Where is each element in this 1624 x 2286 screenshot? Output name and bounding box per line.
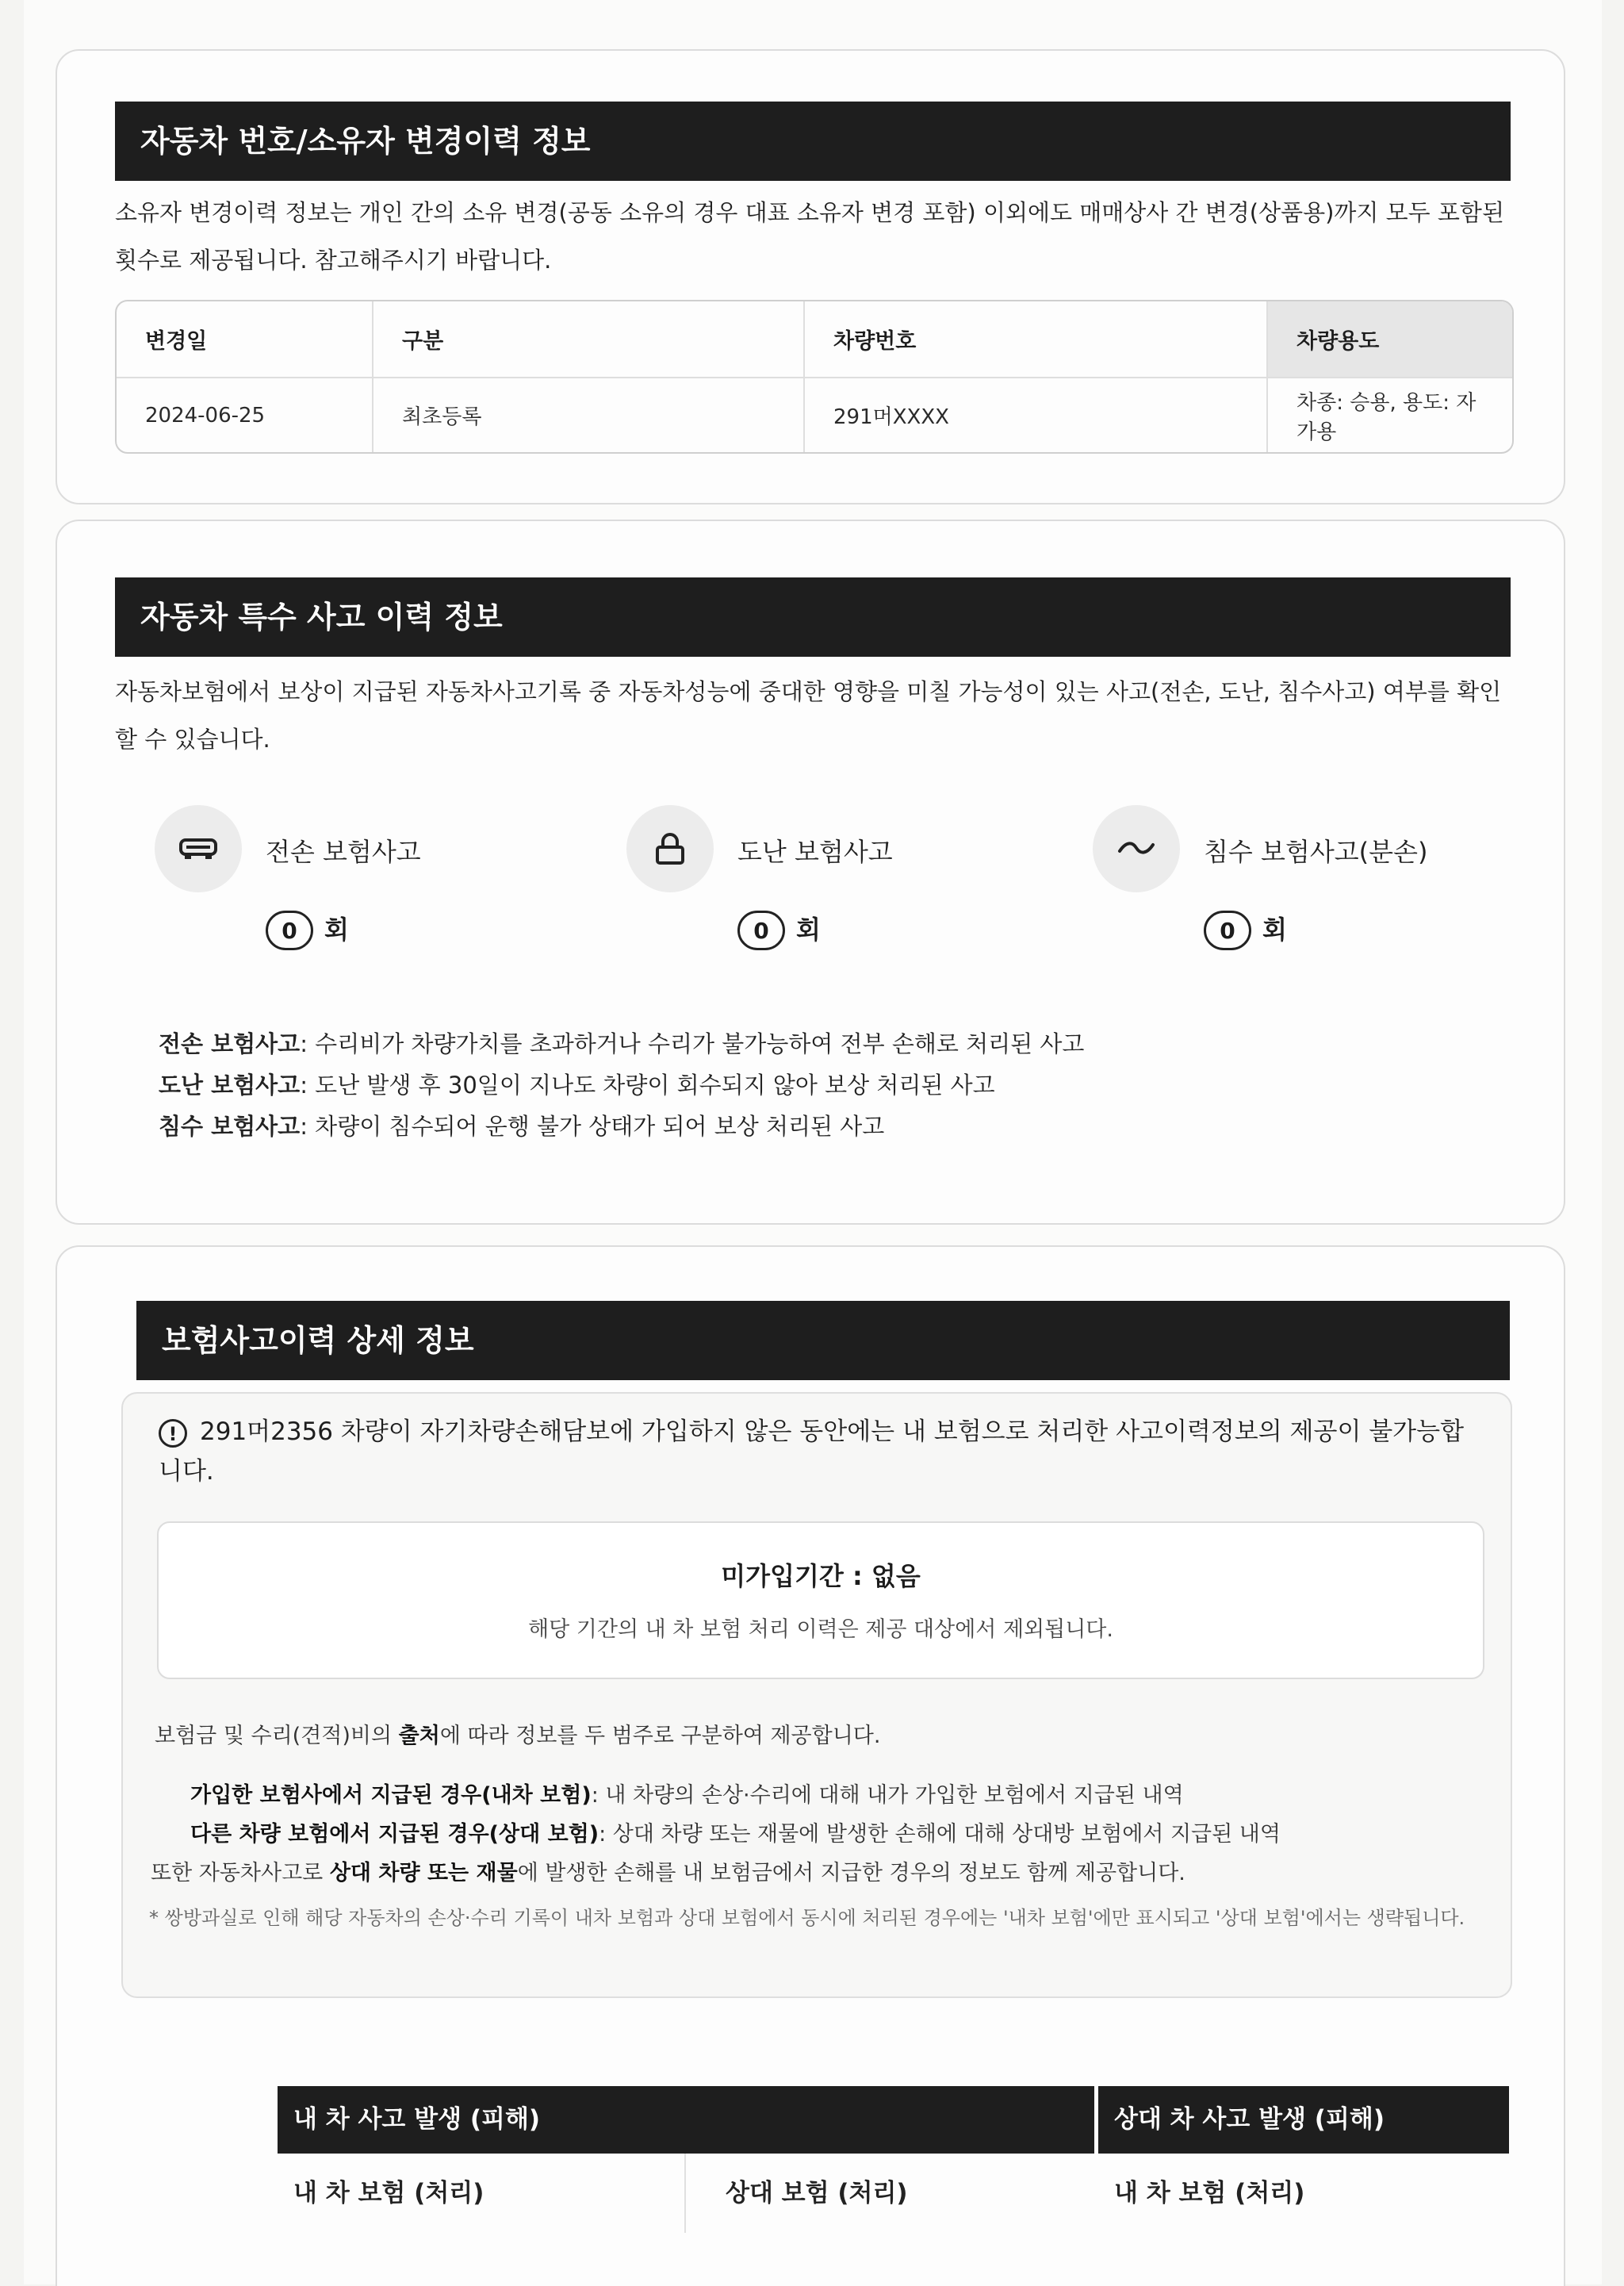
column-header-usage: 차량용도	[1267, 301, 1512, 378]
ownership-section-header: 자동차 번호/소유자 변경이력 정보	[115, 102, 1511, 181]
accident-definitions	[159, 1023, 1084, 1147]
definition-theft	[159, 1064, 1084, 1106]
fine-print: * 쌍방과실로 인해 해당 자동차의 손상·수리 기록이 내차 보험과 상대 보험에서 동시에 처리된 경우에는 '내차 보험'에만 표시되고 '상대 보험'에서는 생략됩니다.	[149, 1907, 1465, 1929]
theft-accident	[626, 805, 1071, 945]
accident-count	[266, 910, 349, 950]
notice-message	[159, 1412, 1475, 1491]
additional-text-end: 에 발생한 손해를 내 보험금에서 지급한 경우의 정보도 함께 제공합니다.	[517, 1861, 1185, 1885]
other-insurance-text: : 상대 차량 또는 재물에 발생한 손해에 대해 상대방 보험에서 지급된 내역	[599, 1822, 1281, 1847]
source-text: 보험금 및 수리(견적)비의	[155, 1724, 399, 1748]
flood-accident	[1093, 805, 1537, 945]
insurance-detail-section-header: 보험사고이력 상세 정보	[136, 1301, 1510, 1380]
notice-text: 291머2356 차량이 자기차량손해담보에 가입하지 않은 동안에는 내 보험으로 처리한 사고이력정보의 제공이 불가능합니다.	[159, 1417, 1465, 1486]
my-car-accident-header: 내 차 사고 발생 (피해)	[278, 2086, 1094, 2154]
total-loss-accident	[155, 805, 599, 945]
count-value: 0	[1204, 911, 1251, 950]
count-value: 0	[266, 911, 313, 950]
uninsured-period-note: 해당 기간의 내 차 보험 처리 이력은 제공 대상에서 제외됩니다.	[528, 1617, 1113, 1642]
definition-text: : 도난 발생 후 30일이 지나도 차량이 회수되지 않아 보상 처리된 사고	[300, 1072, 995, 1099]
count-unit: 회	[324, 915, 349, 945]
source-text-end: 에 따라 정보를 두 범주로 구분하여 제공합니다.	[439, 1724, 881, 1748]
other-insurance-column: 상대 보험 (처리)	[726, 2179, 908, 2207]
my-insurance-column-right: 내 차 보험 (처리)	[1114, 2179, 1305, 2207]
accident-label: 전손 보험사고	[266, 837, 421, 867]
accident-count	[1204, 910, 1287, 950]
column-header-type: 구분	[373, 301, 804, 378]
definition-text: : 차량이 침수되어 운행 불가 상태가 되어 보상 처리된 사고	[300, 1113, 885, 1140]
count-unit: 회	[796, 915, 821, 945]
accident-label: 침수 보험사고(분손)	[1204, 837, 1428, 867]
uninsured-period-box	[157, 1521, 1484, 1679]
lock-icon	[626, 805, 714, 892]
own-insurance-term: 가입한 보험사에서 지급된 경우(내차 보험)	[190, 1783, 592, 1808]
accident-count	[737, 910, 821, 950]
own-insurance-line	[190, 1777, 1184, 1815]
other-car-accident-header: 상대 차 사고 발생 (피해)	[1098, 2086, 1509, 2154]
car-icon	[155, 805, 242, 892]
source-explanation	[155, 1717, 880, 1755]
table-header-row	[117, 301, 1512, 378]
special-accident-description: 자동차보험에서 보상이 지급된 자동차사고기록 중 자동차성능에 중대한 영향을 미칠 가능성이 있는 사고(전손, 도난, 침수사고) 여부를 확인할 수 있습니다.	[115, 678, 1502, 753]
cell-type: 최초등록	[373, 378, 804, 452]
additional-bold: 상대 차량 또는 재물	[329, 1861, 518, 1885]
my-insurance-column: 내 차 보험 (처리)	[278, 2154, 686, 2233]
wave-icon	[1093, 805, 1180, 892]
additional-text: 또한 자동차사고로	[151, 1861, 330, 1885]
cell-plate: 291머XXXX	[804, 378, 1267, 452]
definition-term: 침수 보험사고	[159, 1113, 301, 1140]
definition-flood	[159, 1106, 1084, 1147]
cell-usage: 차종: 승용, 용도: 자가용	[1297, 390, 1477, 444]
cell-date: 2024-06-25	[117, 378, 373, 452]
ownership-history-table	[115, 300, 1514, 454]
source-bold: 출처	[398, 1724, 440, 1748]
other-insurance-line	[190, 1816, 1281, 1854]
column-header-date: 변경일	[117, 301, 373, 378]
own-insurance-text: : 내 차량의 손상·수리에 대해 내가 가입한 보험에서 지급된 내역	[591, 1783, 1184, 1808]
definition-term: 전손 보험사고	[159, 1030, 301, 1057]
definition-term: 도난 보험사고	[159, 1072, 301, 1099]
uninsured-period-title: 미가입기간 : 없음	[721, 1561, 921, 1591]
count-value: 0	[737, 911, 785, 950]
special-accident-section-header: 자동차 특수 사고 이력 정보	[115, 577, 1511, 657]
table-row	[117, 378, 1512, 452]
count-unit: 회	[1262, 915, 1287, 945]
ownership-description: 소유자 변경이력 정보는 개인 간의 소유 변경(공동 소유의 경우 대표 소유자 변경 포함) 이외에도 매매상사 간 변경(상품용)까지 모두 포함된 횟수로 제공됩니다. 참고해주시기 바랍니다.	[115, 199, 1504, 274]
definition-total-loss	[159, 1023, 1084, 1064]
definition-text: : 수리비가 차량가치를 초과하거나 수리가 불가능하여 전부 손해로 처리된 사고	[300, 1030, 1085, 1057]
alert-icon: !	[159, 1419, 187, 1448]
accident-label: 도난 보험사고	[737, 837, 893, 867]
other-insurance-term: 다른 차량 보험에서 지급된 경우(상대 보험)	[190, 1822, 599, 1847]
additional-info-line	[151, 1854, 1185, 1893]
column-header-plate: 차량번호	[804, 301, 1267, 378]
